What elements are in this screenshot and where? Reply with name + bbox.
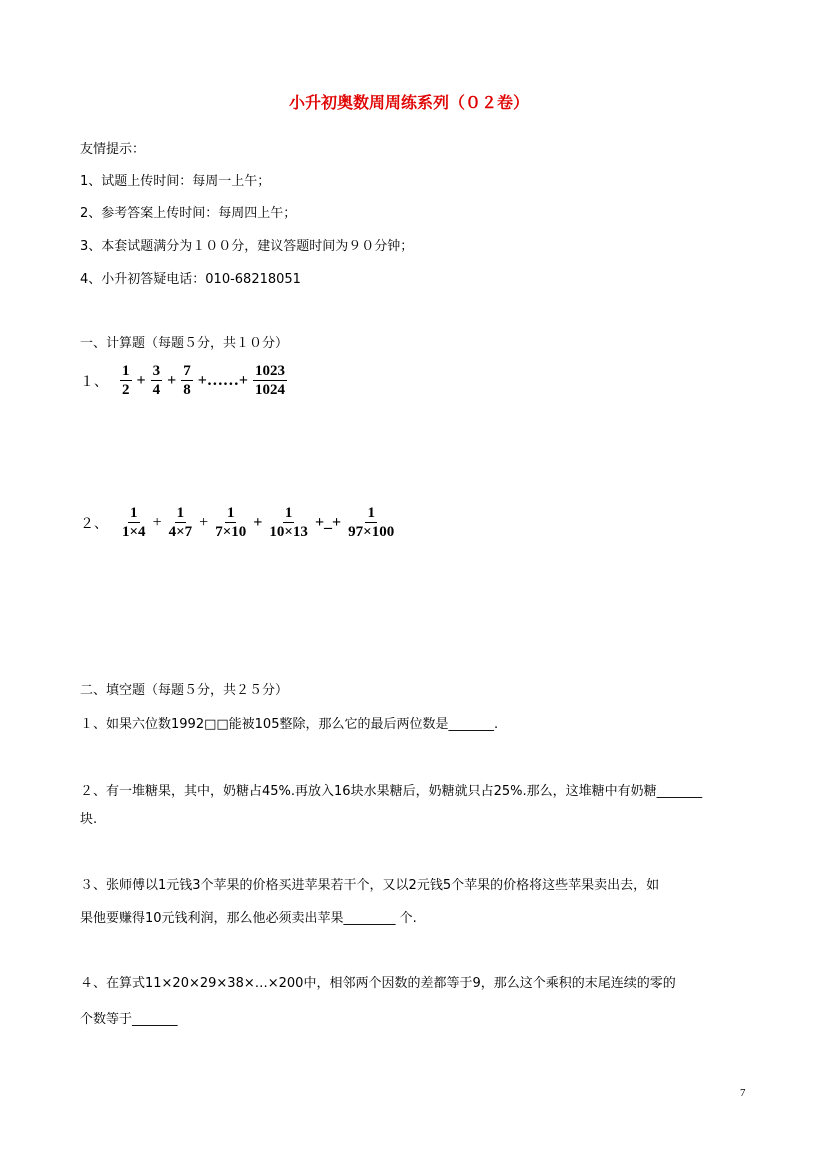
fraction <box>120 362 132 399</box>
operator: + <box>136 371 146 389</box>
fraction <box>167 504 195 541</box>
tip-item: 3、本套试题满分为１００分，建议答题时间为９０分钟； <box>80 239 414 254</box>
numerator: 1 <box>176 505 185 521</box>
fraction <box>267 504 310 541</box>
question-text: １、如果六位数1992□□能被105整除，那么它的最后两位数是_______. <box>80 717 499 732</box>
operator: + <box>152 513 162 531</box>
numerator: 1 <box>226 505 235 521</box>
question-number: １、 <box>80 372 108 389</box>
numerator: 1023 <box>254 363 285 379</box>
question-text: ３、张师傅以1元钱3个苹果的价格买进苹果若干个，又以2元钱5个苹果的价格将这些苹果卖出去，如 <box>80 878 660 893</box>
fraction <box>213 504 248 541</box>
question-text: 块. <box>80 812 98 827</box>
numerator: 7 <box>183 363 191 379</box>
tip-item: 2、参考答案上传时间：每周四上午； <box>80 206 297 221</box>
denominator: 10×13 <box>269 524 308 540</box>
denominator: 7×10 <box>215 524 247 540</box>
denominator: 4 <box>152 382 161 398</box>
operator: + <box>167 371 177 389</box>
question-text: ２、有一堆糖果，其中，奶糖占45%.再放入16块水果糖后，奶糖就只占25%.那么，这堆糖中有奶糖_______ <box>80 784 703 799</box>
question-text: 个数等于_______ <box>80 1012 178 1027</box>
question-text: ４、在算式11×20×29×38×…×200中，相邻两个因数的差都等于9，那么这个乘积的末尾连续的零的 <box>80 976 676 991</box>
numerator: 1 <box>122 363 130 379</box>
numerator: 3 <box>152 363 161 379</box>
fraction <box>151 362 163 399</box>
question-text: 果他要赚得10元钱利润，那么他必须卖出苹果________ 个. <box>80 911 417 926</box>
tip-item: 1、试题上传时间：每周一上午； <box>80 174 271 189</box>
fraction <box>120 504 148 541</box>
section-heading: 二、填空题（每题５分，共２５分） <box>80 683 289 698</box>
tips-heading: 友情提示： <box>80 142 146 157</box>
question-number: ２、 <box>80 514 108 531</box>
denominator: 1024 <box>254 382 285 398</box>
fraction <box>346 504 396 541</box>
page-title: 小升初奥数周周练系列（０２卷） <box>288 93 529 112</box>
question-1-expression <box>80 362 289 399</box>
operator: +……+ <box>197 371 248 389</box>
fraction <box>181 362 193 399</box>
fraction <box>253 362 287 399</box>
operator: + <box>253 513 263 531</box>
denominator: 4×7 <box>168 524 193 540</box>
denominator: 1×4 <box>122 524 146 540</box>
denominator: 8 <box>183 382 191 398</box>
numerator: 1 <box>284 505 293 521</box>
tip-item: 4、小升初答疑电话：010-68218051 <box>80 272 301 287</box>
numerator: 1 <box>130 505 138 521</box>
question-2-expression <box>80 504 398 541</box>
section-heading: 一、计算题（每题５分，共１０分） <box>80 336 289 351</box>
page-number: 7 <box>740 1087 746 1099</box>
operator: + <box>199 513 209 531</box>
numerator: 1 <box>367 505 375 521</box>
denominator: 2 <box>122 382 130 398</box>
denominator: 97×100 <box>348 524 395 540</box>
operator: +_+ <box>314 513 342 531</box>
